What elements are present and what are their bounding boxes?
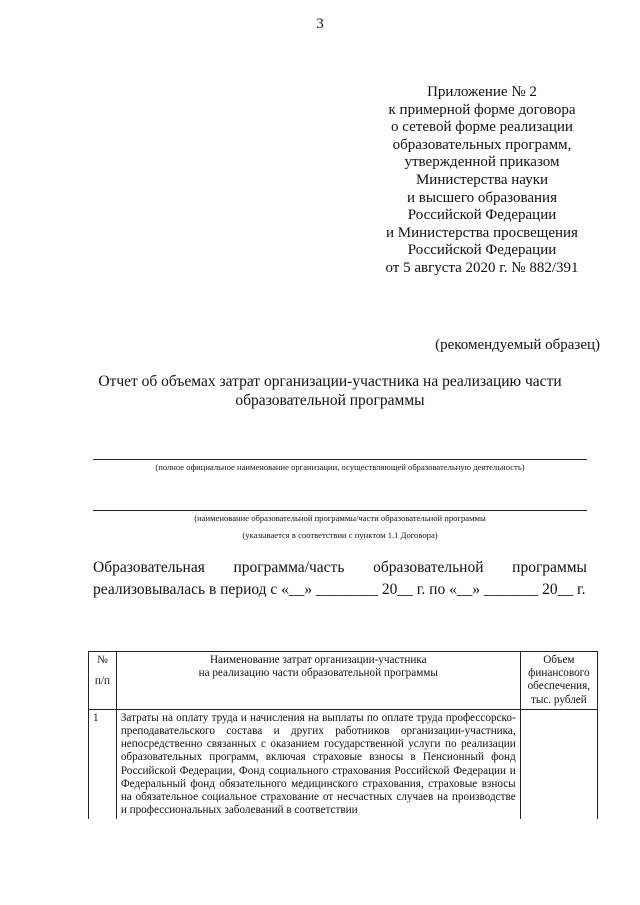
program-name-caption: (наименование образовательной программы/части образовательной программы [194,513,486,523]
header-cost-name-line: Наименование затрат организации-участника [209,654,427,666]
period-word: Образовательная [93,559,205,576]
appendix-line: о сетевой форме реализации [391,119,573,136]
appendix-line: Российской Федерации [407,242,557,259]
header-volume-line: тыс. рублей [530,693,587,706]
appendix-line: Министерства науки [415,171,549,188]
page-number: 3 [316,16,324,32]
org-name-caption: (полное официальное наименование организации, осуществляющей образовательную деятельность) [155,462,525,472]
table-header-row [89,652,598,710]
appendix-block [362,84,602,278]
org-name-line [93,459,587,460]
sample-note: (рекомендуемый образец) [435,337,600,353]
header-cost-name [116,652,520,710]
table-row [89,709,598,819]
period-line-2: реализовывалась в период с «__» ________ 20__ г. по «__» _______ 20__ г. [93,581,586,598]
period-word: образовательной [373,559,484,576]
period-paragraph [93,557,587,601]
appendix-line: от 5 августа 2020 г. № 882/391 [385,259,579,276]
header-volume-line: обеспечения, [527,680,591,693]
header-volume [520,652,597,710]
header-number-line: п/п [94,675,110,688]
appendix-line: Приложение № 2 [427,84,537,100]
period-word: программы [512,559,587,576]
appendix-line: и высшего образования [407,189,557,206]
header-number [89,652,117,710]
report-title [80,372,580,410]
appendix-line: утвержденной приказом [404,154,560,171]
period-line-1 [93,557,587,579]
header-volume-line: Объем [543,654,575,666]
appendix-line: и Министерства просвещения [386,224,578,241]
appendix-line: Российской Федерации [407,207,557,224]
row-description: Затраты на оплату труда и начисления на выплаты по оплате труда профессорско-преподавательского состава и других работников организации-участника, непосредственно связанных с оказанием государственной услуги по реализации образовательных программ, включая страховые взносы в Пенсионный фонд Российской Федерации, Фонд социального страхования Российской Федерации и Федеральный фонд обязательного медицинского страхования, страховые взносы на обязательное социальное страхование от несчастных случаев на производстве и профессиональных заболеваний в соответствии [116,709,520,819]
appendix-line: образовательных программ, [392,136,572,153]
header-number-line: № [97,654,108,666]
appendix-line: к примерной форме договора [388,101,576,118]
report-title-line: Отчет об объемах затрат организации-участника на реализацию части [98,373,562,390]
program-name-line [93,510,587,511]
row-volume [520,709,597,819]
period-word: программа/часть [233,559,345,576]
report-title-line: образовательной программы [235,392,425,409]
program-note-caption: (указывается в соответствии с пунктом 1.1 Договора) [242,530,438,540]
row-number: 1 [89,709,117,819]
costs-table [88,651,598,819]
header-cost-name-line: на реализацию части образовательной программы [198,667,438,680]
header-volume-line: финансового [528,667,590,680]
